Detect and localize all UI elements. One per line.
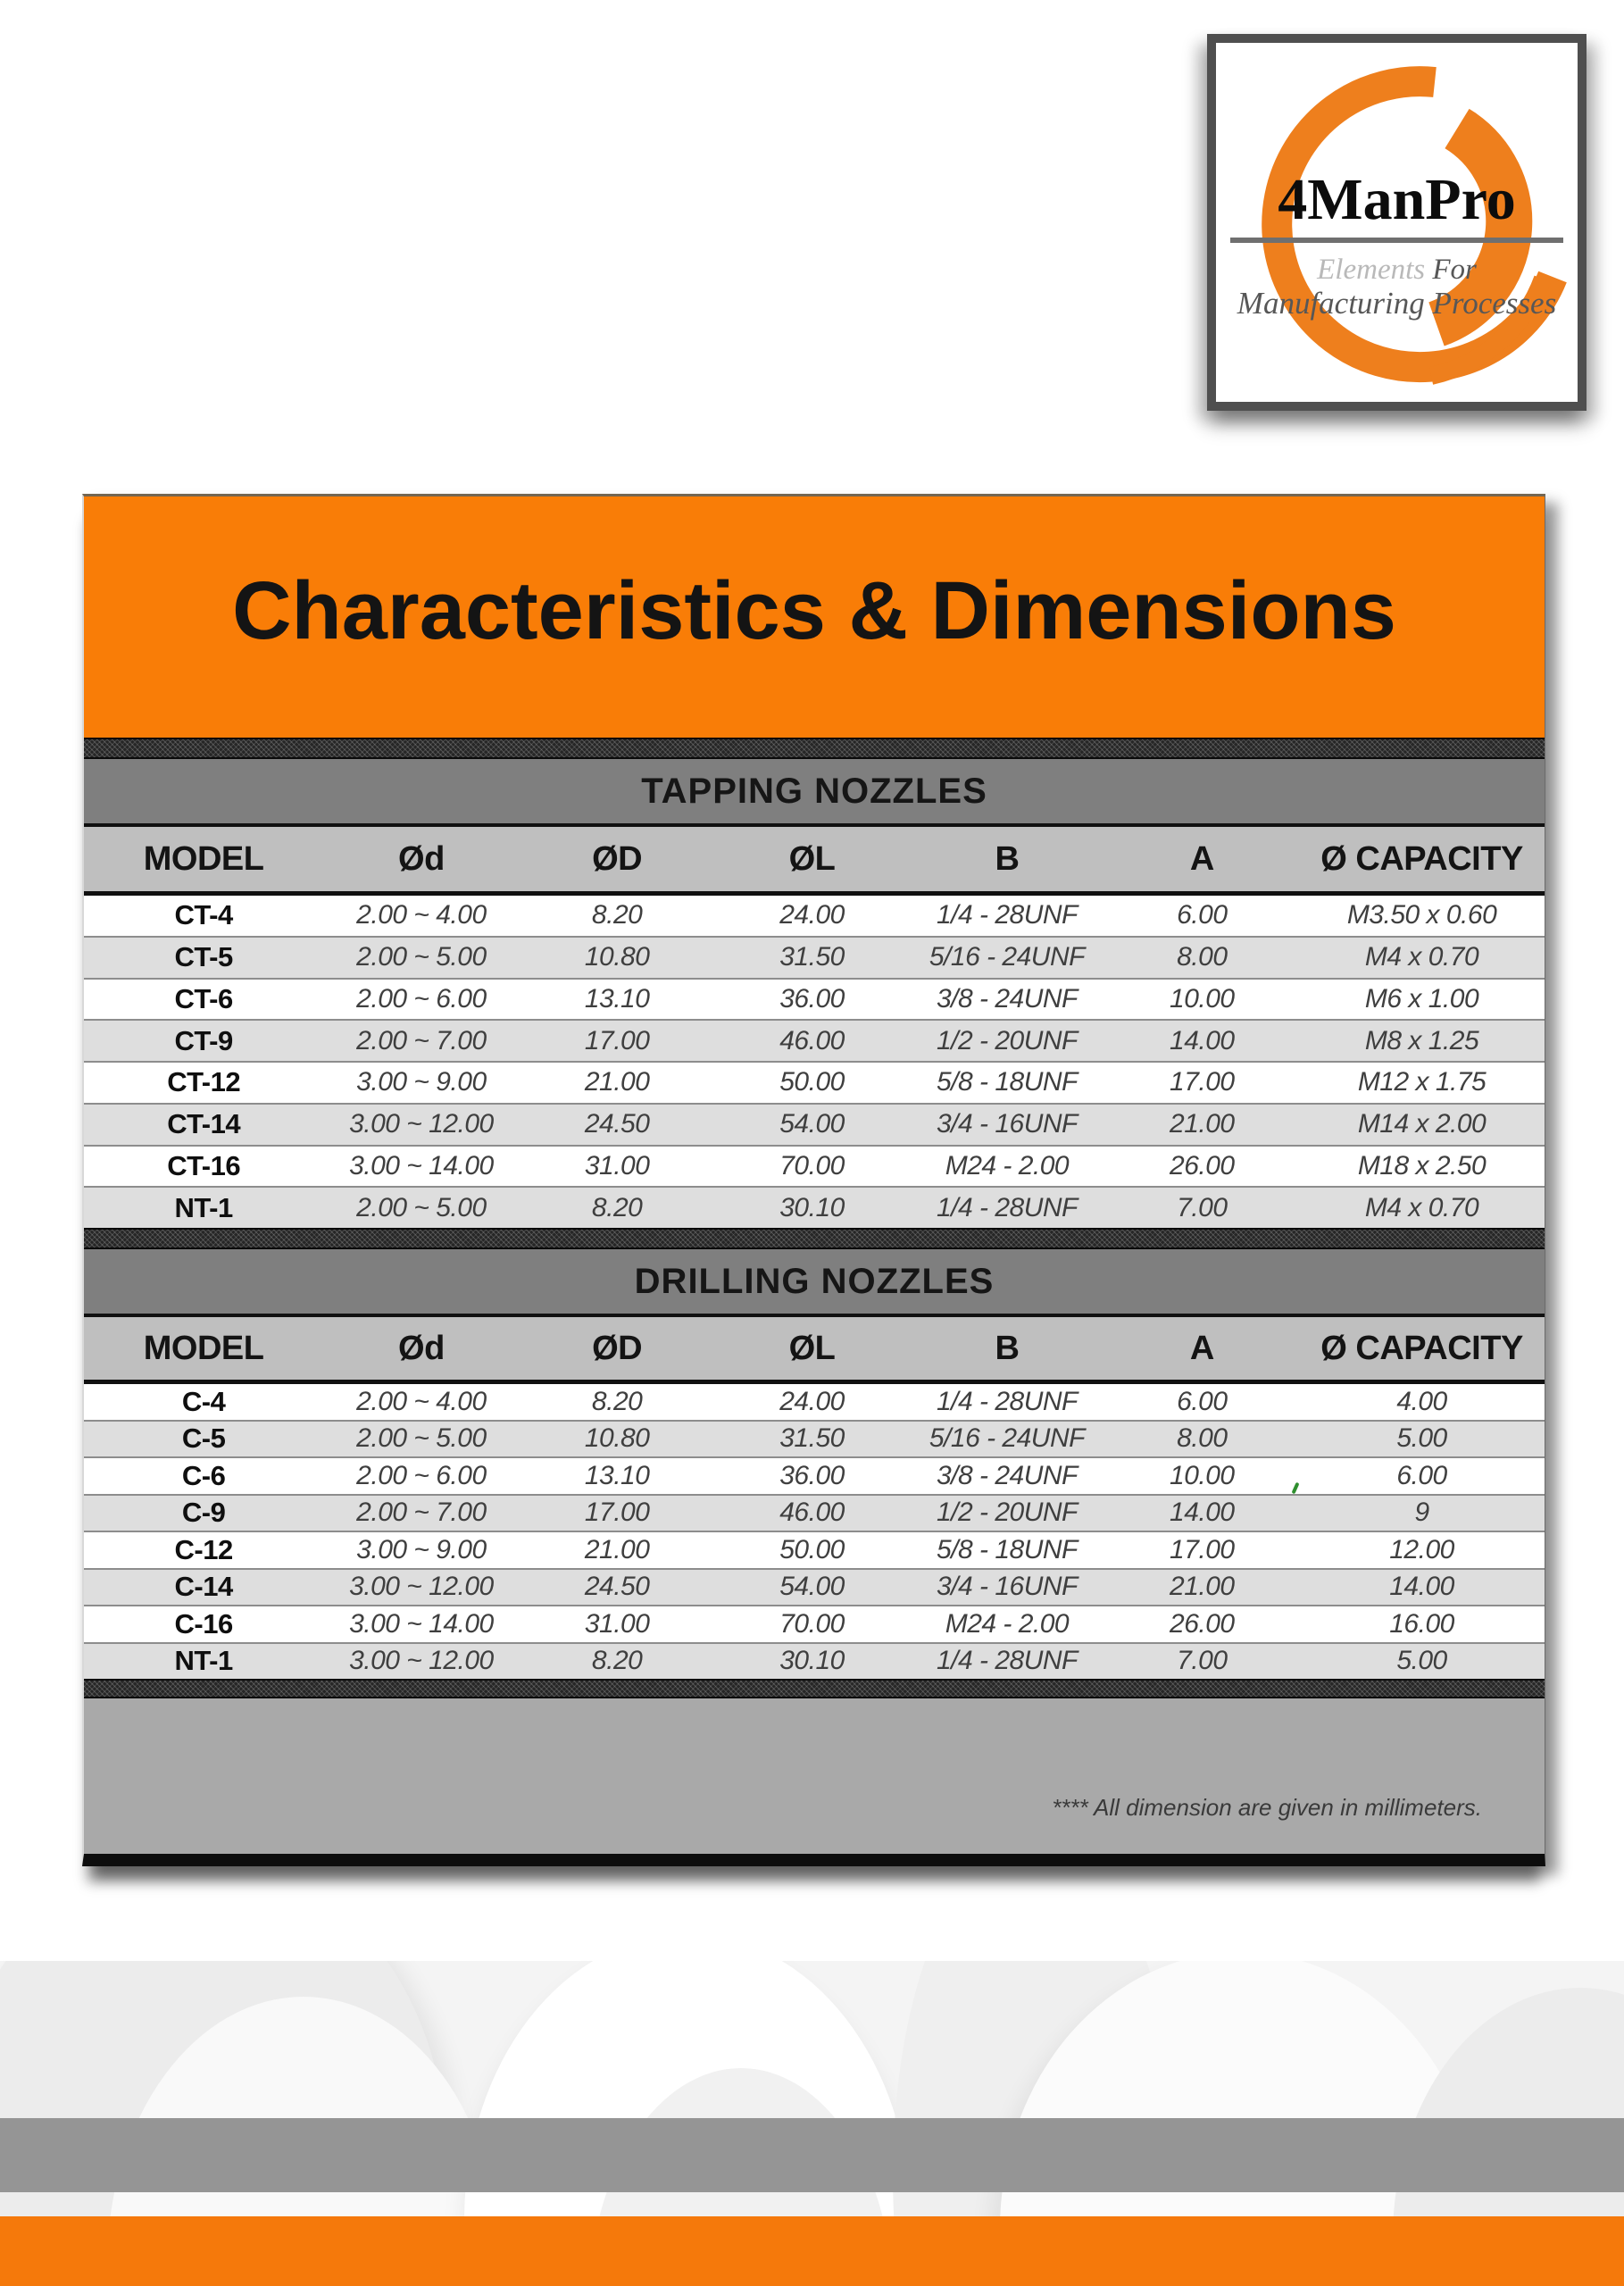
value-cell: 24.50 <box>584 1572 650 1602</box>
value-cell: 10.80 <box>584 1423 650 1454</box>
column-header: A <box>1189 1329 1214 1367</box>
divider-hatch-strip <box>84 738 1545 759</box>
value-cell: 26.00 <box>1170 1608 1235 1639</box>
drilling-table-body <box>84 1384 1545 1679</box>
column-header: MODEL <box>143 1329 264 1367</box>
value-cell: 8.20 <box>591 1192 643 1222</box>
value-cell: 2.00 ~ 7.00 <box>356 1025 487 1055</box>
value-cell: 6.00 <box>1177 900 1228 930</box>
column-header: A <box>1189 839 1214 878</box>
model-cell: CT-14 <box>167 1108 241 1140</box>
divider-hatch-strip <box>84 1679 1545 1698</box>
value-cell: 30.10 <box>779 1192 845 1222</box>
value-cell: 1/4 - 28UNF <box>936 900 1078 930</box>
bottom-gray-band <box>0 2118 1624 2192</box>
value-cell: 2.00 ~ 6.00 <box>356 1460 487 1490</box>
column-header: ØL <box>788 839 836 878</box>
model-cell: C-6 <box>181 1459 226 1491</box>
value-cell: 5/8 - 18UNF <box>936 1534 1078 1564</box>
value-cell: 26.00 <box>1170 1150 1235 1181</box>
value-cell: 21.00 <box>584 1534 650 1564</box>
model-cell: C-12 <box>174 1533 233 1565</box>
value-cell: 2.00 ~ 6.00 <box>356 983 487 1014</box>
logo-tagline-line1 <box>1216 254 1578 287</box>
table-row <box>84 1186 1545 1228</box>
value-cell: 24.00 <box>779 1386 845 1416</box>
table-row <box>84 1494 1545 1531</box>
value-cell: 21.00 <box>584 1067 650 1097</box>
model-cell: C-5 <box>181 1422 226 1455</box>
model-cell: C-16 <box>174 1607 233 1639</box>
logo-tagline-line2: Manufacturing Processes <box>1237 286 1557 321</box>
table-row <box>84 1531 1545 1568</box>
value-cell: 6.00 <box>1396 1460 1447 1490</box>
value-cell: 2.00 ~ 5.00 <box>356 942 487 972</box>
table-row <box>84 1384 1545 1420</box>
section-title-drilling: DRILLING NOZZLES <box>84 1249 1545 1317</box>
value-cell: 50.00 <box>779 1534 845 1564</box>
value-cell: 12.00 <box>1389 1534 1454 1564</box>
brand-name: 4ManPro <box>1278 167 1516 232</box>
value-cell: 5/16 - 24UNF <box>929 1423 1085 1454</box>
value-cell: 36.00 <box>779 1460 845 1490</box>
value-cell: 2.00 ~ 7.00 <box>356 1498 487 1528</box>
value-cell: 8.00 <box>1177 942 1228 972</box>
value-cell: 31.00 <box>584 1150 650 1181</box>
value-cell: 3/8 - 24UNF <box>936 983 1078 1014</box>
model-cell: C-9 <box>181 1497 226 1529</box>
table-row <box>84 1061 1545 1103</box>
panel-footer <box>84 1698 1545 1854</box>
value-cell: 3/4 - 16UNF <box>936 1572 1078 1602</box>
divider-hatch-strip <box>84 1228 1545 1249</box>
value-cell: M12 x 1.75 <box>1357 1067 1487 1097</box>
dimensions-footnote: **** All dimension are given in millimeters. <box>1052 1794 1482 1821</box>
table-row <box>84 1145 1545 1187</box>
spec-panel <box>82 494 1545 1866</box>
company-logo <box>1207 34 1587 411</box>
value-cell: 8.20 <box>591 1646 643 1676</box>
value-cell: 13.10 <box>584 983 650 1014</box>
value-cell: 1/4 - 28UNF <box>936 1192 1078 1222</box>
value-cell: 14.00 <box>1170 1025 1235 1055</box>
table-row <box>84 1456 1545 1494</box>
value-cell: 4.00 <box>1396 1386 1447 1416</box>
value-cell: 30.10 <box>779 1646 845 1676</box>
model-cell: NT-1 <box>174 1191 233 1223</box>
column-header: MODEL <box>143 839 264 878</box>
value-cell: 46.00 <box>779 1498 845 1528</box>
value-cell: 36.00 <box>779 983 845 1014</box>
value-cell: 31.00 <box>584 1608 650 1639</box>
model-cell: C-4 <box>181 1385 226 1417</box>
value-cell: 2.00 ~ 5.00 <box>356 1423 487 1454</box>
value-cell: M6 x 1.00 <box>1364 983 1479 1014</box>
value-cell: M14 x 2.00 <box>1357 1109 1487 1139</box>
value-cell: 3/4 - 16UNF <box>936 1109 1078 1139</box>
value-cell: 7.00 <box>1177 1192 1228 1222</box>
value-cell: 3.00 ~ 12.00 <box>349 1646 494 1676</box>
value-cell: 2.00 ~ 4.00 <box>356 900 487 930</box>
column-header: B <box>995 839 1020 878</box>
value-cell: M18 x 2.50 <box>1357 1150 1487 1181</box>
value-cell: 1/2 - 20UNF <box>936 1025 1078 1055</box>
value-cell: 2.00 ~ 4.00 <box>356 1386 487 1416</box>
model-cell: CT-16 <box>167 1149 241 1181</box>
bottom-orange-band <box>0 2216 1624 2286</box>
drilling-column-header-row <box>84 1317 1545 1384</box>
table-row <box>84 1420 1545 1457</box>
value-cell: 10.00 <box>1170 983 1235 1014</box>
tapping-table-body <box>84 896 1545 1228</box>
value-cell: 16.00 <box>1389 1608 1454 1639</box>
value-cell: 24.00 <box>779 900 845 930</box>
value-cell: 10.00 <box>1170 1460 1235 1490</box>
value-cell: M3.50 x 0.60 <box>1346 900 1497 930</box>
value-cell: 3.00 ~ 9.00 <box>356 1534 487 1564</box>
value-cell: M4 x 0.70 <box>1364 1192 1479 1222</box>
model-cell: CT-12 <box>167 1066 241 1098</box>
value-cell: 3.00 ~ 14.00 <box>349 1150 494 1181</box>
model-cell: C-14 <box>174 1571 233 1603</box>
value-cell: 8.20 <box>591 1386 643 1416</box>
model-cell: NT-1 <box>174 1645 233 1677</box>
value-cell: 1/4 - 28UNF <box>936 1646 1078 1676</box>
tagline-word-elements: Elements <box>1317 254 1426 286</box>
column-header: ØD <box>592 1329 643 1367</box>
value-cell: 17.00 <box>1170 1067 1235 1097</box>
value-cell: 8.20 <box>591 900 643 930</box>
model-cell: CT-5 <box>174 941 233 973</box>
table-row <box>84 978 1545 1020</box>
value-cell: 54.00 <box>779 1572 845 1602</box>
value-cell: 54.00 <box>779 1109 845 1139</box>
value-cell: 46.00 <box>779 1025 845 1055</box>
value-cell: M8 x 1.25 <box>1364 1025 1479 1055</box>
value-cell: 5/16 - 24UNF <box>929 942 1085 972</box>
value-cell: 13.10 <box>584 1460 650 1490</box>
tagline-word-for: For <box>1432 254 1477 286</box>
table-row <box>84 1605 1545 1642</box>
value-cell: 17.00 <box>584 1025 650 1055</box>
value-cell: 31.50 <box>779 942 845 972</box>
model-cell: CT-4 <box>174 899 233 931</box>
logo-divider <box>1230 238 1563 243</box>
value-cell: 14.00 <box>1170 1498 1235 1528</box>
value-cell: 9 <box>1414 1498 1429 1528</box>
value-cell: 70.00 <box>779 1608 845 1639</box>
value-cell: 31.50 <box>779 1423 845 1454</box>
value-cell: 8.00 <box>1177 1423 1228 1454</box>
value-cell: 24.50 <box>584 1109 650 1139</box>
table-row <box>84 1568 1545 1606</box>
value-cell: 3/8 - 24UNF <box>936 1460 1078 1490</box>
column-header: Ø CAPACITY <box>1320 1329 1523 1367</box>
panel-title-banner <box>84 496 1545 738</box>
table-row <box>84 1642 1545 1680</box>
value-cell: 70.00 <box>779 1150 845 1181</box>
column-header: B <box>995 1329 1020 1367</box>
model-cell: CT-6 <box>174 982 233 1014</box>
column-header: Ø CAPACITY <box>1320 839 1523 878</box>
value-cell: 5/8 - 18UNF <box>936 1067 1078 1097</box>
column-header: ØL <box>788 1329 836 1367</box>
table-row <box>84 896 1545 936</box>
model-cell: CT-9 <box>174 1024 233 1056</box>
table-row <box>84 1103 1545 1145</box>
value-cell: 50.00 <box>779 1067 845 1097</box>
value-cell: M24 - 2.00 <box>945 1150 1070 1181</box>
tapping-column-header-row <box>84 827 1545 896</box>
page-title: Characteristics & Dimensions <box>232 564 1396 656</box>
column-header: Ød <box>398 839 445 878</box>
value-cell: 3.00 ~ 9.00 <box>356 1067 487 1097</box>
value-cell: M24 - 2.00 <box>945 1608 1070 1639</box>
value-cell: 14.00 <box>1389 1572 1454 1602</box>
value-cell: 17.00 <box>1170 1534 1235 1564</box>
value-cell: M4 x 0.70 <box>1364 942 1479 972</box>
column-header: ØD <box>592 839 643 878</box>
value-cell: 3.00 ~ 12.00 <box>349 1109 494 1139</box>
value-cell: 10.80 <box>584 942 650 972</box>
value-cell: 2.00 ~ 5.00 <box>356 1192 487 1222</box>
value-cell: 17.00 <box>584 1498 650 1528</box>
value-cell: 21.00 <box>1170 1109 1235 1139</box>
value-cell: 3.00 ~ 12.00 <box>349 1572 494 1602</box>
value-cell: 1/2 - 20UNF <box>936 1498 1078 1528</box>
column-header: Ød <box>398 1329 445 1367</box>
table-row <box>84 936 1545 978</box>
value-cell: 7.00 <box>1177 1646 1228 1676</box>
value-cell: 5.00 <box>1396 1423 1447 1454</box>
table-row <box>84 1019 1545 1061</box>
section-title-tapping: TAPPING NOZZLES <box>84 759 1545 827</box>
value-cell: 5.00 <box>1396 1646 1447 1676</box>
value-cell: 6.00 <box>1177 1386 1228 1416</box>
value-cell: 21.00 <box>1170 1572 1235 1602</box>
value-cell: 1/4 - 28UNF <box>936 1386 1078 1416</box>
value-cell: 3.00 ~ 14.00 <box>349 1608 494 1639</box>
